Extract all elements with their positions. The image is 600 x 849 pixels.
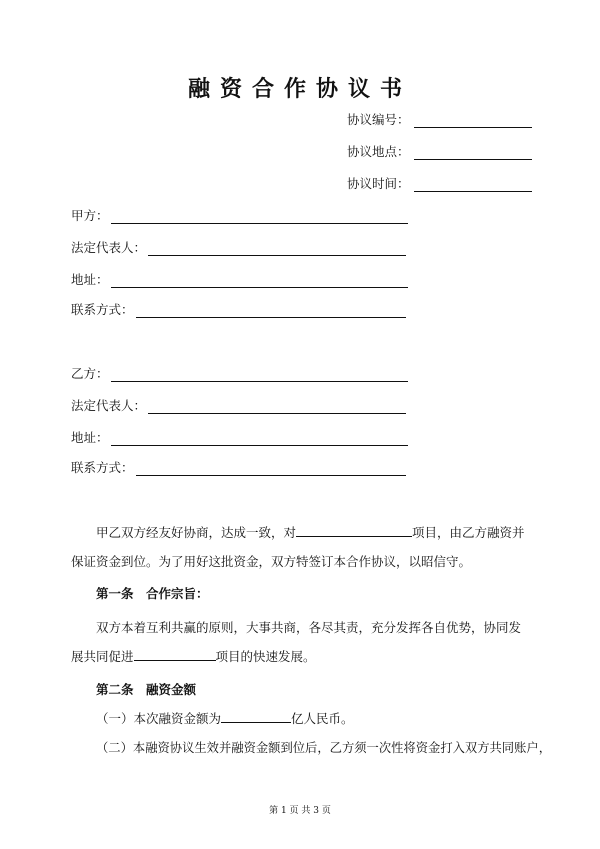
party-a-rep-blank[interactable] — [148, 243, 406, 256]
article-1-paragraph — [71, 613, 531, 671]
party-b-rep-blank[interactable] — [148, 401, 406, 414]
article-1-text-part1: 双方本着互利共赢的原则，大事共商，各尽其责，充分发挥各自优势，协同发展共同促进 — [71, 620, 522, 664]
party-a-contact-blank[interactable] — [136, 305, 406, 318]
party-b-rep-label: 法定代表人： — [71, 398, 147, 413]
agreement-time-blank[interactable] — [414, 179, 532, 192]
page-footer: 第 1 页 共 3 页 — [269, 806, 331, 816]
party-b-contact-label: 联系方式： — [71, 460, 134, 475]
agreement-time-label: 协议时间： — [347, 176, 410, 191]
party-b-contact-row — [71, 458, 406, 476]
article-1-project-blank[interactable] — [134, 648, 216, 661]
party-b-address-row — [71, 428, 408, 446]
party-a-rep-label: 法定代表人： — [71, 240, 147, 255]
party-b-name-row — [71, 364, 408, 382]
article-2-item-2: （二）本融资协议生效并融资金额到位后，乙方须一次性将资金打入双方共同账户， — [96, 741, 551, 755]
party-a-address-row — [71, 270, 408, 288]
party-a-name-blank[interactable] — [111, 211, 408, 224]
party-b-rep-row — [71, 396, 406, 414]
financing-amount-blank[interactable] — [221, 710, 291, 723]
party-b-address-blank[interactable] — [111, 433, 408, 446]
party-b-name-blank[interactable] — [111, 369, 408, 382]
intro-text-part1: 甲乙双方经友好协商，达成一致，对 — [96, 525, 297, 540]
party-a-contact-label: 联系方式： — [71, 302, 134, 317]
agreement-place-blank[interactable] — [414, 147, 532, 160]
party-a-name-row — [71, 206, 408, 224]
agreement-time-row — [347, 174, 532, 192]
article-1-text-part2: 项目的快速发展。 — [215, 649, 316, 664]
party-b-name-label: 乙方： — [71, 366, 109, 381]
party-a-contact-row — [71, 300, 406, 318]
agreement-number-label: 协议编号： — [347, 112, 410, 127]
intro-project-blank[interactable] — [296, 524, 412, 537]
article-2-item-1 — [96, 708, 536, 729]
party-a-name-label: 甲方： — [71, 208, 109, 223]
party-b-contact-blank[interactable] — [136, 463, 406, 476]
article-2-item-1-part1: （一）本次融资金额为 — [96, 711, 222, 726]
agreement-place-label: 协议地点： — [347, 144, 410, 159]
article-2-item-1-part2: 亿人民币。 — [291, 711, 354, 726]
article-1-heading: 第一条 合作宗旨： — [96, 586, 209, 601]
party-a-rep-row — [71, 238, 406, 256]
agreement-place-row — [347, 142, 532, 160]
party-a-address-blank[interactable] — [111, 275, 408, 288]
party-b-address-label: 地址： — [71, 430, 109, 445]
agreement-number-row — [347, 110, 532, 128]
article-2-heading: 第二条 融资金额 — [96, 682, 197, 697]
intro-text-part2: 项目，由乙方融资并保证资金到位。为了用好这批资金，双方特签订本合作协议，以昭信守。 — [71, 525, 525, 569]
document-title: 融资合作协议书 — [187, 76, 412, 102]
intro-paragraph — [71, 518, 531, 576]
party-a-address-label: 地址： — [71, 272, 109, 287]
agreement-number-blank[interactable] — [414, 115, 532, 128]
